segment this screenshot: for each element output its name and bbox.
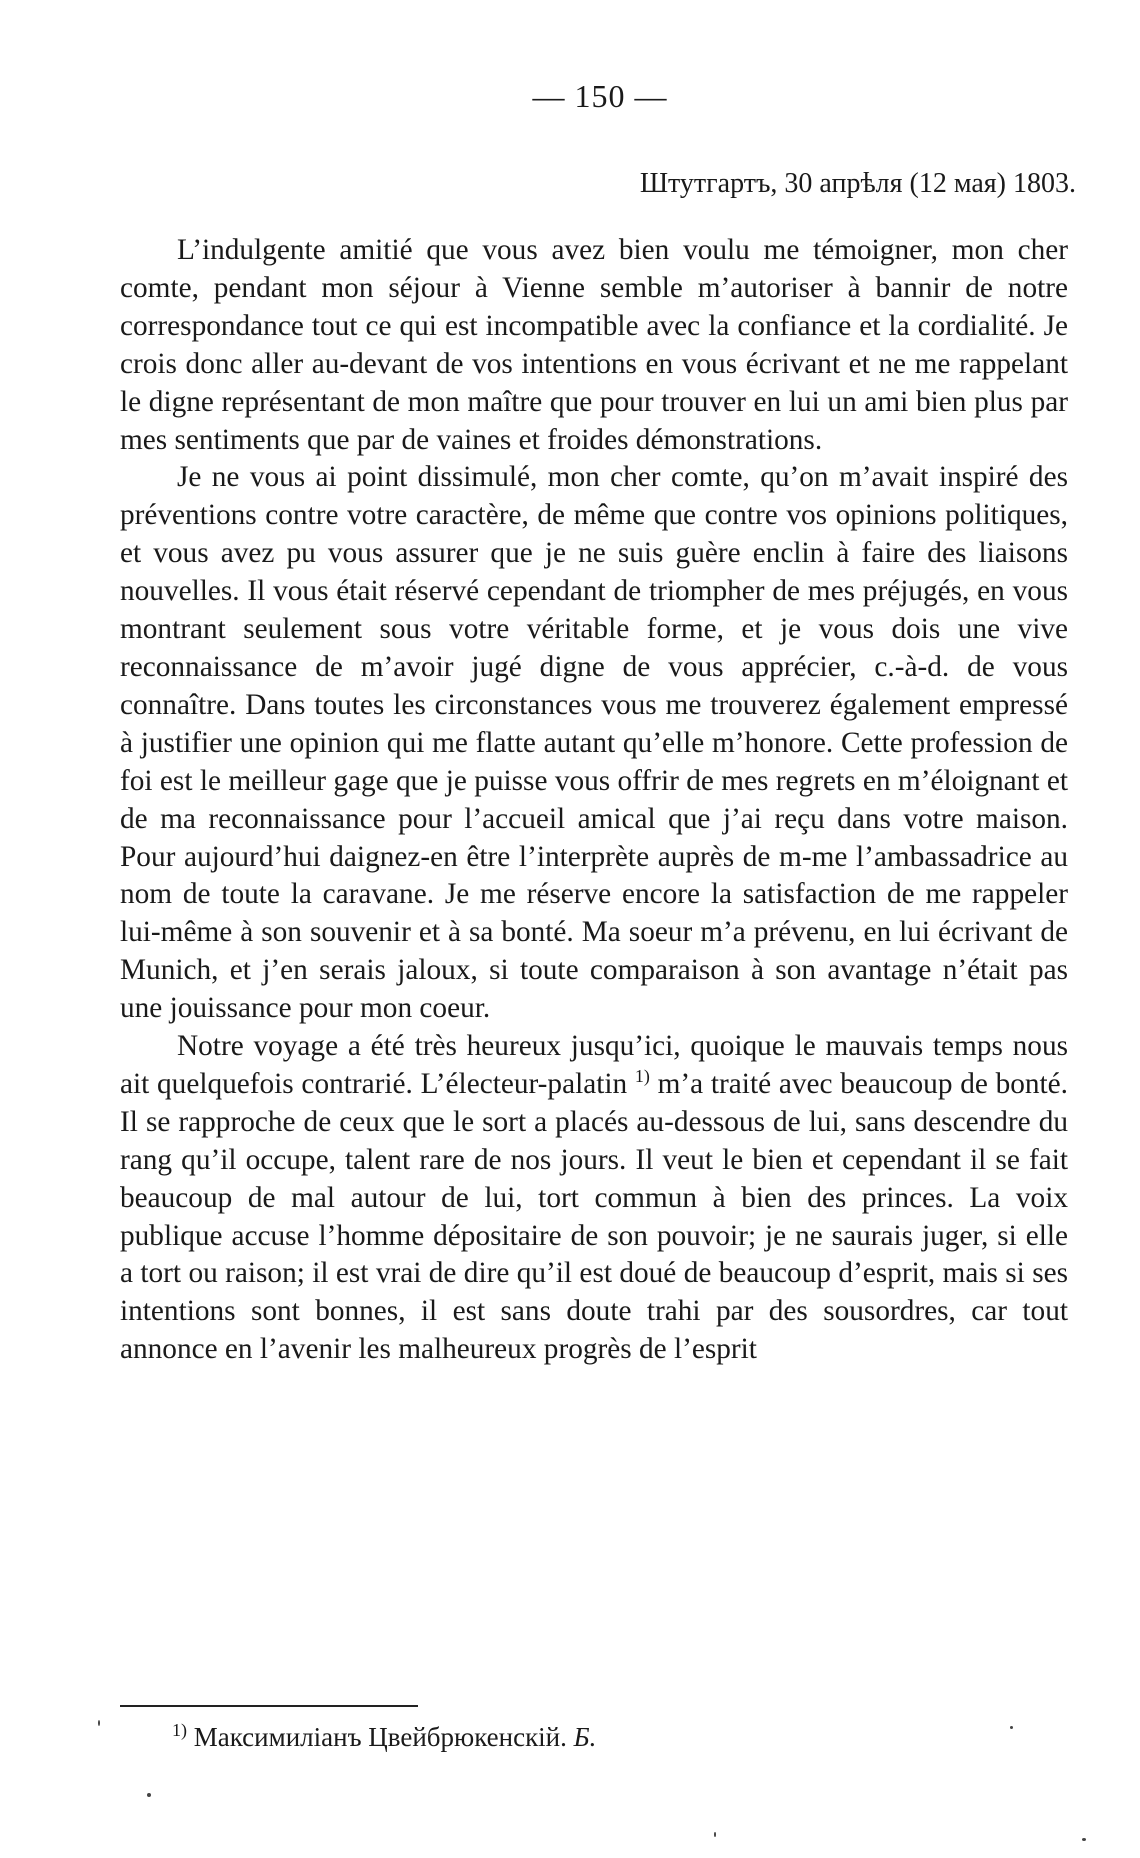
paragraph-3-continuation: m’a traité avec beaucoup de bonté. Il se rapproche de ceux que le sort a placés au-dessous de lui, sans descendre du rang qu’il occupe, talent rare de nos jours. Il veut le bien et cependant il se fait beaucoup de mal autour de lui, tort commun à bien des princes. La voix publique accuse l’homme dépositaire de son pouvoir; je ne saurais juger, si elle a tort ou raison; il est vrai de dire qu’il est doué de beaucoup d’esprit, mais si ses intentions sont bonnes, il est sans doute trahi par des sousordres, car tout annonce en l’avenir les malheureux progrès de l’esprit xyxy=(120,1067,1068,1366)
letter-body xyxy=(120,232,1068,1369)
paragraph-3-text: Notre voyage a été très heureux jusqu’ici, quoique le mauvais temps nous ait quelquefois contrarié. L’électeur-palatin xyxy=(120,1030,1068,1100)
footnote xyxy=(172,1720,596,1754)
footnote-divider xyxy=(120,1705,418,1707)
footnote-editor-initial: Б. xyxy=(573,1722,597,1752)
paragraph-1: L’indulgente amitié que vous avez bien voulu me témoigner, mon cher comte, pendant mon séjour à Vienne semble m’autoriser à bannir de notre correspondance tout ce qui est incompatible avec la confiance et la cordialité. Je crois donc aller au-devant de vos intentions en vous écrivant et ne me rappelant le digne représentant de mon maître que pour trouver en lui un ami bien plus par mes sentiments que par de vaines et froides démonstrations. xyxy=(120,234,1068,456)
page-number: — 150 — xyxy=(532,78,668,114)
scan-speck xyxy=(1082,1838,1086,1841)
scan-speck xyxy=(714,1832,716,1837)
footnote-reference: 1) xyxy=(634,1066,650,1087)
paragraph-3 xyxy=(120,1028,1068,1369)
letter-dateline: Штутгартъ, 30 апрѣля (12 мая) 1803. xyxy=(639,168,1076,199)
footnote-text: Максимиліанъ Цвейбрюкенскій. xyxy=(193,1722,567,1752)
scan-speck xyxy=(98,1720,100,1726)
scan-speck xyxy=(1010,1726,1013,1729)
paragraph-2: Je ne vous ai point dissimulé, mon cher comte, qu’on m’avait inspiré des préventions contre votre caractère, de même que contre vos opinions politiques, et vous avez pu vous assurer que je ne suis guère enclin à faire des liaisons nouvelles. Il vous était réservé cependant de triompher de mes préjugés, en vous montrant seulement sous votre véritable forme, et je vous dois une vive reconnaissance de m’avoir jugé digne de vous apprécier, c.-à-d. de vous connaître. Dans toutes les circonstances vous me trouverez également empressé à justifier une opinion qui me flatte autant qu’elle m’honore. Cette profession de foi est le meilleur gage que je puisse vous offrir de mes regrets en m’éloignant et de ma reconnaissance pour l’accueil amical que j’ai reçu dans votre maison. Pour aujourd’hui daignez-en être l’interprète auprès de m-me l’ambassadrice au nom de toute la caravane. Je me réserve encore la satisfaction de me rappeler lui-même à son souvenir et à sa bonté. Ma soeur m’a prévenu, en lui écrivant de Munich, et j’en serais jaloux, si toute comparaison à son avantage n’était pas une jouissance pour mon coeur. xyxy=(120,461,1068,1025)
footnote-mark: 1) xyxy=(172,1720,187,1740)
scan-speck xyxy=(147,1793,151,1797)
